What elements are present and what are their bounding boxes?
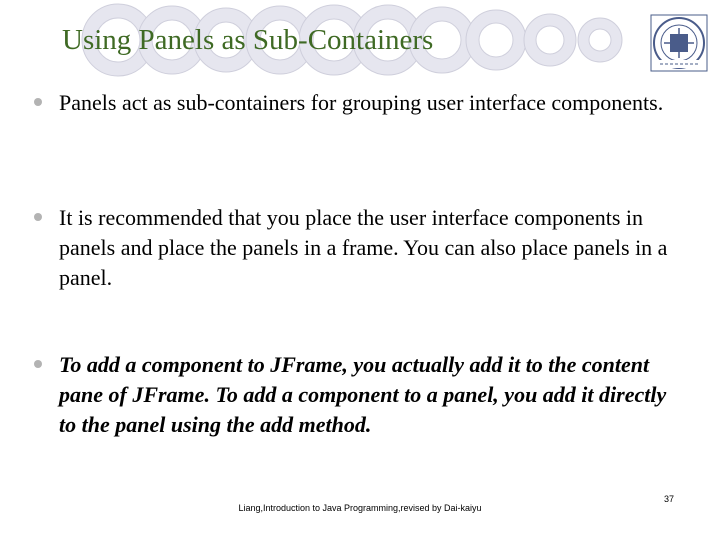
university-seal-icon bbox=[650, 14, 708, 72]
slide-footer: Liang,Introduction to Java Programming,revised by Dai-kaiyu bbox=[238, 503, 482, 513]
bullet-text-emphasized: To add a component to JFrame, you actually add it to the content pane of JFrame. To add a component to a panel, you add it directly to the panel using the add method. bbox=[59, 352, 667, 437]
round-bullet-icon bbox=[34, 213, 42, 221]
bullet-text: It is recommended that you place the user interface components in panels and place the panels in a frame. You can also place panels in a panel. bbox=[59, 205, 668, 290]
round-bullet-icon bbox=[34, 360, 42, 368]
bullet-text: Panels act as sub-containers for grouping user interface components. bbox=[59, 90, 664, 115]
round-bullet-icon bbox=[34, 98, 42, 106]
slide-title: Using Panels as Sub-Containers bbox=[62, 24, 434, 56]
page-number: 37 bbox=[664, 494, 675, 504]
